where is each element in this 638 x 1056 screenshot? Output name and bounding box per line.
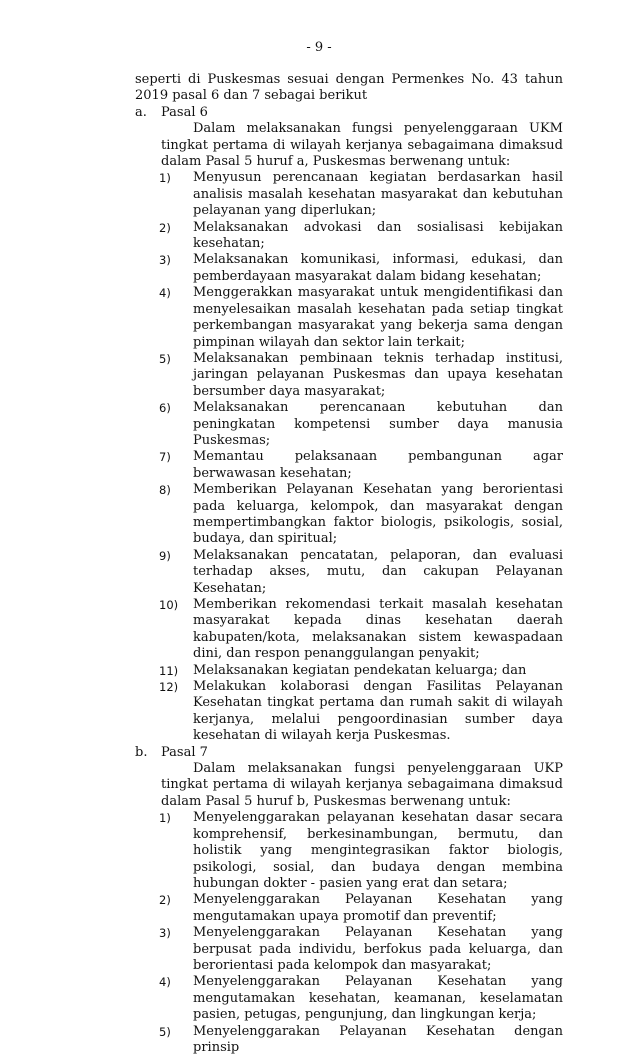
list-item	[135, 663, 563, 679]
list-item-text: Memberikan rekomendasi terkait masalah kesehatan masyarakat kepada dinas kesehatan daerah kabupaten/kota, melaksanakan sistem kewaspadaan dini, dan respon penanggulangan penyakit;	[193, 597, 563, 662]
section-paragraph: Dalam melaksanakan fungsi penyelenggaraan UKM tingkat pertama di wilayah kerjanya sebagaimana dimaksud dalam Pasal 5 huruf a, Puskesmas berwenang untuk:	[161, 121, 563, 170]
list-item-number: 10)	[159, 598, 179, 612]
list-item-text: Memantau pelaksanaan pembangunan agar berwawasan kesehatan;	[193, 449, 563, 481]
list-item	[135, 482, 563, 548]
list-item	[135, 1024, 563, 1056]
intro-paragraph: seperti di Puskesmas sesuai dengan Permenkes No. 43 tahun 2019 pasal 6 dan 7 sebagai berikut	[135, 72, 563, 104]
list-item-number: 3)	[159, 253, 171, 268]
list-item	[135, 252, 563, 285]
list-item-number: 7)	[159, 450, 171, 465]
list-item	[135, 400, 563, 449]
list-item	[135, 810, 563, 892]
list-item-number: 12)	[159, 680, 179, 695]
list-item-number: 3)	[159, 926, 171, 941]
list-item-text: Melaksanakan advokasi dan sosialisasi kebijakan kesehatan;	[193, 219, 563, 252]
list-item-number: 11)	[159, 663, 179, 678]
document-body	[135, 72, 563, 1056]
section-heading	[135, 105, 563, 121]
list-item-number: 9)	[159, 548, 171, 563]
list-item-text: Menyusun perencanaan kegiatan berdasarkan hasil analisis masalah kesehatan masyarakat dan kebutuhan pelayanan yang diperlukan;	[193, 170, 563, 219]
list-item-number: 4)	[159, 975, 171, 990]
list-item	[135, 925, 563, 974]
list-item-number: 4)	[159, 286, 171, 301]
list-item-text: Menyelenggarakan Pelayanan Kesehatan yang berpusat pada individu, berfokus pada keluarga, dan berorientasi pada kelompok dan masyarakat;	[193, 925, 563, 973]
list-item-text: Menggerakkan masyarakat untuk mengidentifikasi dan menyelesaikan masalah kesehatan pada setiap tingkat perkembangan masyarakat yang bekerja sama dengan pimpinan wilayah dan sektor lain terkait;	[193, 285, 563, 350]
list-item-text: Menyelenggarakan Pelayanan Kesehatan dengan prinsip	[193, 1023, 563, 1055]
section-letter: a.	[135, 104, 147, 120]
list-item-text: Melaksanakan kegiatan pendekatan keluarga; dan	[193, 662, 527, 678]
list-item	[135, 679, 563, 745]
section-paragraph: Dalam melaksanakan fungsi penyelenggaraan UKP tingkat pertama di wilayah kerjanya sebagaimana dimaksud dalam Pasal 5 huruf b, Puskesmas berwenang untuk:	[161, 761, 563, 809]
list-item	[135, 285, 563, 351]
list-item-number: 5)	[159, 1024, 171, 1039]
list-item	[135, 351, 563, 400]
sections-container	[135, 105, 563, 1056]
section-letter: b.	[135, 744, 148, 760]
list-item-text: Menyelenggarakan pelayanan kesehatan dasar secara komprehensif, berkesinambungan, bermutu, dan holistik yang mengintegrasikan faktor biologis, psikologi, sosial, dan budaya dengan membina hubungan dokter - pasien yang erat dan setara;	[193, 810, 563, 891]
list-item-text: Melaksanakan pencatatan, pelaporan, dan evaluasi terhadap akses, mutu, dan cakupan Pelayanan Kesehatan;	[193, 547, 563, 596]
list-item-text: Menyelenggarakan Pelayanan Kesehatan yang mengutamakan kesehatan, keamanan, keselamatan pasien, petugas, pengunjung, dan lingkungan kerja;	[193, 974, 563, 1023]
section-heading	[135, 745, 563, 761]
list-item-text: Menyelenggarakan Pelayanan Kesehatan yang mengutamakan upaya promotif dan preventif;	[193, 892, 563, 924]
section-2	[135, 745, 563, 1056]
authority-list	[135, 810, 563, 1056]
list-item	[135, 220, 563, 253]
page-number: - 9 -	[306, 40, 332, 55]
list-item-number: 1)	[159, 811, 171, 826]
section-1	[135, 105, 563, 745]
section-title: Pasal 7	[161, 744, 208, 760]
list-item	[135, 170, 563, 219]
list-item-text: Melaksanakan pembinaan teknis terhadap institusi, jaringan pelayanan Puskesmas dan upaya kesehatan bersumber daya masyarakat;	[193, 350, 563, 399]
list-item-number: 2)	[159, 220, 171, 235]
list-item	[135, 974, 563, 1023]
authority-list	[135, 170, 563, 744]
list-item-text: Melaksanakan perencanaan kebutuhan dan peningkatan kompetensi sumber daya manusia Puskesmas;	[193, 400, 563, 448]
list-item-text: Melakukan kolaborasi dengan Fasilitas Pelayanan Kesehatan tingkat pertama dan rumah sakit di wilayah kerjanya, melalui pengoordinasian sumber daya kesehatan di wilayah kerja Puskesmas.	[193, 679, 563, 744]
list-item	[135, 597, 563, 663]
list-item-number: 6)	[159, 401, 171, 416]
list-item	[135, 548, 563, 597]
list-item-number: 8)	[159, 483, 171, 498]
section-title: Pasal 6	[161, 104, 208, 120]
list-item-number: 2)	[159, 893, 171, 908]
list-item-text: Memberikan Pelayanan Kesehatan yang berorientasi pada keluarga, kelompok, dan masyarakat dengan mempertimbangkan faktor biologis, psikologis, sosial, budaya, dan spiritual;	[193, 482, 563, 547]
list-item	[135, 449, 563, 482]
list-item-number: 5)	[159, 351, 171, 366]
list-item-text: Melaksanakan komunikasi, informasi, edukasi, dan pemberdayaan masyarakat dalam bidang kesehatan;	[193, 252, 563, 284]
list-item-number: 1)	[159, 171, 171, 186]
list-item	[135, 892, 563, 925]
